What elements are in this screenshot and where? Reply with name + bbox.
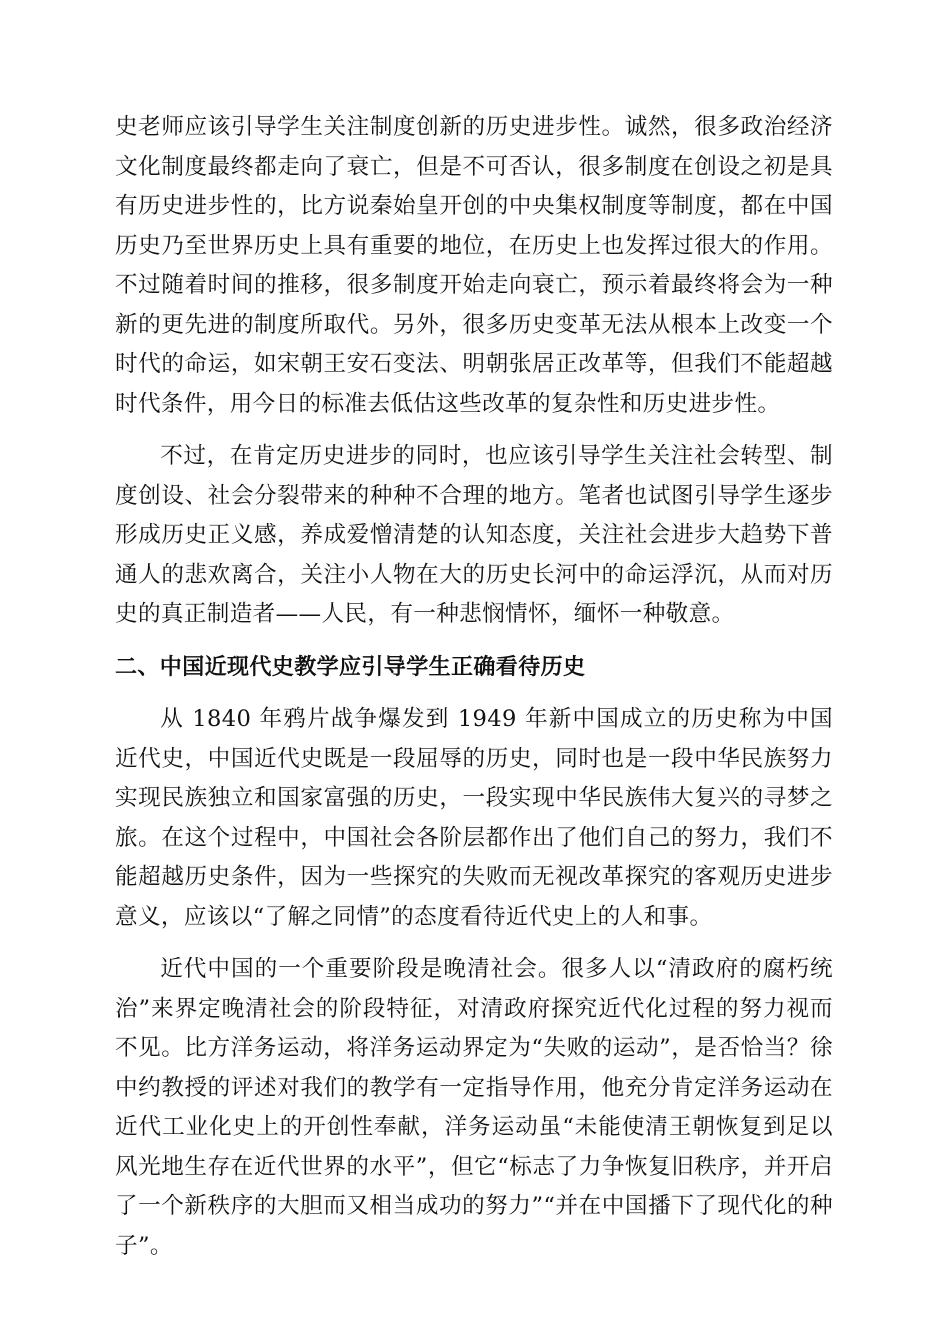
paragraph-3: 从 1840 年鸦片战争爆发到 1949 年新中国成立的历史称为中国近代史，中国近代史既是一段屈辱的历史，同时也是一段中华民族努力实现民族独立和国家富强的历史，一段实现中华民族伟大复兴的寻梦之旅。在这个过程中，中国社会各阶层都作出了他们自己的努力，我们不能超越历史条件，因为一些探究的失败而无视改革探究的客观历史进步意义，应该以“了解之同情”的态度看待近代史上的人和事。 (115, 706, 833, 930)
document-body (115, 108, 833, 1266)
paragraph-1: 史老师应该引导学生关注制度创新的历史进步性。诚然，很多政治经济文化制度最终都走向了衰亡，但是不可否认，很多制度在创设之初是具有历史进步性的，比方说秦始皇开创的中央集权制度等制度，都在中国历史乃至世界历史上具有重要的地位，在历史上也发挥过很大的作用。不过随着时间的推移，很多制度开始走向衰亡，预示着最终将会为一种新的更先进的制度所取代。另外，很多历史变革无法从根本上改变一个时代的命运，如宋朝王安石变法、明朝张居正改革等，但我们不能超越时代条件，用今日的标准去低估这些改革的复杂性和历史进步性。 (115, 114, 833, 417)
paragraph-4: 近代中国的一个重要阶段是晚清社会。很多人以“清政府的腐朽统治”来界定晚清社会的阶段特征，对清政府探究近代化过程的努力视而不见。比方洋务运动，将洋务运动界定为“失败的运动”，是否恰当？徐中约教授的评述对我们的教学有一定指导作用，他充分肯定洋务运动在近代工业化史上的开创性奉献，洋务运动虽“未能使清王朝恢复到足以风光地生存在近代世界的水平”，但它“标志了力争恢复旧秩序，并开启了一个新秩序的大胆而又相当成功的努力”“并在中国播下了现代化的种子”。 (115, 956, 833, 1259)
paragraph-2: 不过，在肯定历史进步的同时，也应该引导学生关注社会转型、制度创设、社会分裂带来的种种不合理的地方。笔者也试图引导学生逐步形成历史正义感，养成爱憎清楚的认知态度，关注社会进步大趋势下普通人的悲欢离合，关注小人物在大的历史长河中的命运浮沉，从而对历史的真正制造者——人民，有一种悲悯情怀，缅怀一种敬意。 (115, 443, 833, 627)
section-heading: 二、中国近现代史教学应引导学生正确看待历史 (115, 654, 586, 680)
